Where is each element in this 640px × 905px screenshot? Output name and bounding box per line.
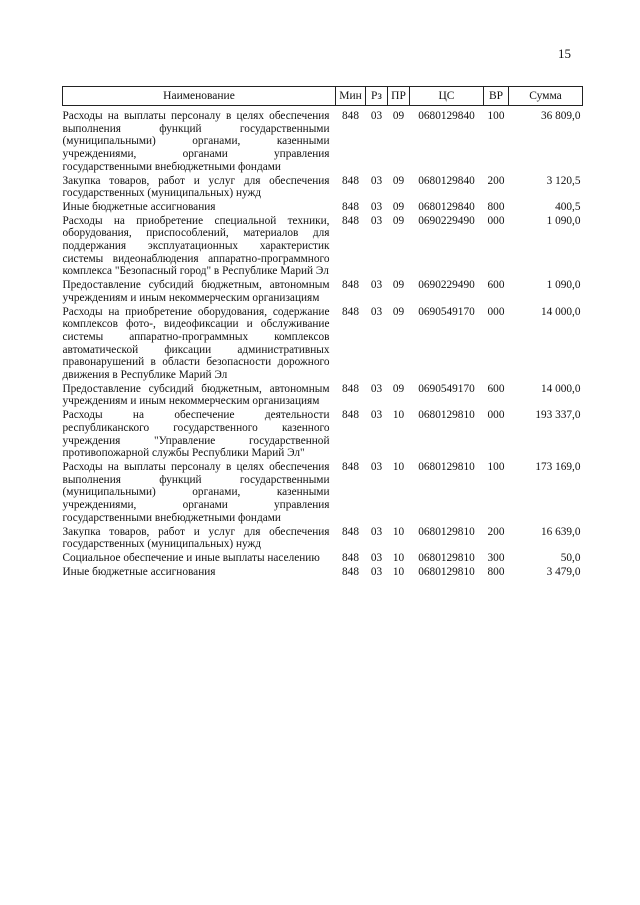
row-cs: 0680129810	[418, 525, 475, 538]
row-vr: 000	[487, 409, 505, 422]
row-vr: 000	[487, 214, 505, 227]
row-name: Расходы на приобретение специальной техники, оборудования, приспособлений, материалов для поддержания эксплуатационных характеристик системы видеонаблюдения аппаратно-программного комплекса "Безопасный город" в Республике Марий Эл	[62, 214, 330, 278]
row-sum: 36 809,0	[540, 110, 581, 122]
header-pr: ПР	[388, 87, 410, 106]
row-vr: 200	[487, 525, 505, 538]
row-rz: 03	[370, 525, 383, 538]
row-name: Расходы на выплаты персоналу в целях обеспечения выполнения функций государственными (муниципальными) органами, казенными учреждениями, органами управления государственными внебюджетными фондами	[62, 110, 330, 173]
row-rz: 03	[370, 214, 383, 227]
row-name: Расходы на приобретение оборудования, содержание комплексов фото-, видеофиксации и обслуживание системы аппаратно-программных комплексов автоматической фиксации административных правонарушений в области безопасности дорожного движения в Республике Марий Эл	[62, 305, 330, 382]
row-rz: 03	[370, 279, 383, 292]
table-row	[63, 279, 583, 305]
row-vr: 000	[487, 305, 505, 318]
row-sum: 14 000,0	[540, 305, 581, 318]
row-name: Социальное обеспечение и иные выплаты населению	[62, 551, 320, 564]
table-row	[63, 306, 583, 383]
row-cs: 0680129840	[418, 110, 475, 122]
row-cs: 0680129840	[418, 174, 475, 187]
row-rz: 03	[370, 551, 383, 564]
row-rz: 03	[370, 460, 383, 473]
row-min: 848	[342, 279, 359, 292]
row-rz: 03	[370, 409, 383, 422]
row-name: Расходы на обеспечение деятельности республиканского государственного казенного учреждения "Управление государственной противопожарной службы Республики Марий Эл"	[62, 409, 330, 460]
row-cs: 0680129810	[418, 409, 475, 422]
table-row	[63, 526, 583, 552]
table-body	[63, 110, 583, 579]
row-pr: 10	[392, 551, 405, 564]
row-name: Иные бюджетные ассигнования	[62, 565, 216, 578]
row-name: Иные бюджетные ассигнования	[62, 200, 216, 213]
row-min: 848	[342, 382, 359, 395]
row-name: Предоставление субсидий бюджетным, автономным учреждениям и иным некоммерческим организациям	[62, 382, 330, 408]
row-pr: 09	[392, 214, 405, 227]
row-min: 848	[342, 460, 359, 473]
table-row	[63, 552, 583, 566]
table-row	[63, 201, 583, 215]
header-min: Мин	[336, 87, 366, 106]
budget-table	[62, 86, 583, 579]
row-vr: 300	[487, 551, 505, 564]
row-rz: 03	[370, 110, 383, 122]
row-vr: 100	[487, 460, 505, 473]
row-cs: 0690229490	[418, 279, 475, 292]
row-pr: 09	[392, 279, 405, 292]
row-min: 848	[342, 551, 359, 564]
row-rz: 03	[370, 382, 383, 395]
row-sum: 400,5	[555, 200, 581, 213]
row-vr: 800	[487, 565, 505, 578]
table-row	[63, 175, 583, 201]
header-sum: Сумма	[509, 87, 583, 106]
row-pr: 10	[392, 565, 405, 578]
row-pr: 10	[392, 409, 405, 422]
table-row	[63, 215, 583, 280]
row-min: 848	[342, 409, 359, 422]
table-row	[63, 409, 583, 461]
row-min: 848	[342, 214, 359, 227]
row-sum: 14 000,0	[540, 382, 581, 395]
row-vr: 100	[487, 110, 505, 122]
row-pr: 09	[392, 174, 405, 187]
table-row	[63, 566, 583, 580]
row-sum: 173 169,0	[535, 460, 581, 473]
row-pr: 10	[392, 460, 405, 473]
row-pr: 09	[392, 305, 405, 318]
row-rz: 03	[370, 305, 383, 318]
row-name: Закупка товаров, работ и услуг для обеспечения государственных (муниципальных) нужд	[62, 525, 330, 551]
row-name: Предоставление субсидий бюджетным, автономным учреждениям и иным некоммерческим организациям	[62, 279, 330, 304]
row-min: 848	[342, 200, 359, 213]
row-cs: 0680129810	[418, 565, 475, 578]
table-row	[63, 461, 583, 526]
row-pr: 09	[392, 382, 405, 395]
row-min: 848	[342, 305, 359, 318]
row-sum: 1 090,0	[546, 214, 581, 227]
page-number: 15	[558, 46, 571, 61]
row-vr: 600	[487, 279, 505, 292]
table-row	[63, 110, 583, 175]
row-sum: 3 120,5	[546, 174, 581, 187]
row-sum: 50,0	[560, 551, 581, 564]
header-cs: ЦС	[410, 87, 484, 106]
row-min: 848	[342, 110, 359, 122]
row-sum: 193 337,0	[535, 409, 581, 422]
table-header	[63, 87, 583, 111]
header-vr: ВР	[484, 87, 509, 106]
header-rz: Рз	[366, 87, 388, 106]
row-cs: 0680129840	[418, 200, 475, 213]
row-cs: 0690549170	[418, 305, 475, 318]
row-min: 848	[342, 565, 359, 578]
row-cs: 0690549170	[418, 382, 475, 395]
row-name: Закупка товаров, работ и услуг для обеспечения государственных (муниципальных) нужд	[62, 174, 330, 200]
row-min: 848	[342, 525, 359, 538]
row-pr: 09	[392, 200, 405, 213]
row-cs: 0680129810	[418, 551, 475, 564]
row-rz: 03	[370, 565, 383, 578]
row-rz: 03	[370, 200, 383, 213]
row-vr: 200	[487, 174, 505, 187]
row-rz: 03	[370, 174, 383, 187]
row-vr: 800	[487, 200, 505, 213]
row-pr: 09	[392, 110, 405, 122]
table-row	[63, 383, 583, 409]
row-vr: 600	[487, 382, 505, 395]
row-min: 848	[342, 174, 359, 187]
row-sum: 3 479,0	[546, 565, 581, 578]
header-name: Наименование	[63, 87, 336, 106]
row-pr: 10	[392, 525, 405, 538]
row-sum: 1 090,0	[546, 279, 581, 292]
row-cs: 0680129810	[418, 460, 475, 473]
row-cs: 0690229490	[418, 214, 475, 227]
row-name: Расходы на выплаты персоналу в целях обеспечения выполнения функций государственными (муниципальными) органами, казенными учреждениями, органами управления государственными внебюджетными фондами	[62, 460, 330, 524]
row-sum: 16 639,0	[540, 525, 581, 538]
